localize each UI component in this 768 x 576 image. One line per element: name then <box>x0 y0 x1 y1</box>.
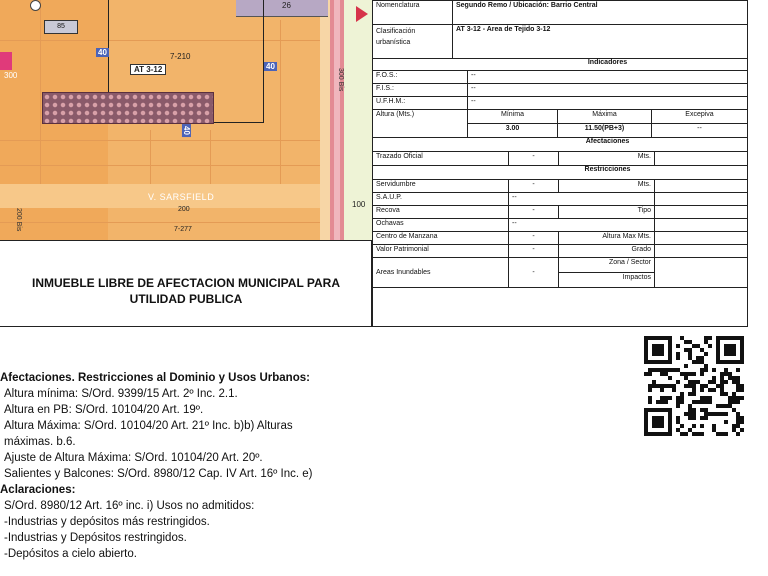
ochavas-label: Ochavas <box>373 219 509 231</box>
centro-manzana-unit: Altura Max Mts. <box>559 232 655 244</box>
street-name-label: V. SARSFIELD <box>148 192 215 202</box>
regulation-line: Altura mínima: S/Ord. 9399/15 Art. 2º Inc. 2.1. <box>4 388 238 400</box>
nomenclatura-value: Segundo Remo / Ubicación: Barrio Central <box>456 2 598 9</box>
altura-exc-label: Excepiva <box>652 110 747 124</box>
lot-26-label: 26 <box>282 1 291 10</box>
parcel-line <box>280 20 281 184</box>
recova-unit: Tipo <box>559 206 655 218</box>
clarification-line: -Industrias y Depósitos restringidos. <box>4 532 187 544</box>
table-row <box>373 232 747 245</box>
altura-max-value: 11.50(PB+3) <box>558 124 652 138</box>
table-row <box>373 166 747 180</box>
street-200bis-label: 200 Bis <box>15 208 22 232</box>
valor-patrimonial-unit: Grado <box>559 245 655 257</box>
regulation-line: Salientes y Balcones: S/Ord. 8980/12 Cap. IV Art. 16º Inc. e) <box>4 468 313 480</box>
avenue-median <box>334 0 340 240</box>
regulation-line: Altura Máxima: S/Ord. 10104/20 Art. 21º Inc. b)b) Alturas <box>4 420 293 432</box>
fos-value: -- <box>471 72 476 79</box>
valor-patrimonial-value: - <box>509 245 559 257</box>
table-row <box>373 206 747 219</box>
altura-label: Altura (Mts.) <box>373 110 468 137</box>
badge-40: 40 <box>98 48 107 57</box>
nomenclatura-label: Nomenclatura <box>373 1 453 24</box>
lot-85-box: 85 <box>44 20 78 34</box>
ochavas-value: -- <box>509 219 655 231</box>
table-row <box>373 71 747 84</box>
zoning-map <box>0 0 372 240</box>
servidumbre-unit: Mts. <box>559 180 655 192</box>
fis-label: F.I.S.: <box>373 84 468 96</box>
ufhm-label: U.F.H.M.: <box>373 97 468 109</box>
servidumbre-value: - <box>509 180 559 192</box>
restricciones-header: Restricciones <box>584 166 631 173</box>
aclaraciones-heading: Aclaraciones: <box>0 484 76 496</box>
parcel-line <box>40 0 41 184</box>
table-row <box>373 245 747 258</box>
notice-panel <box>0 240 372 327</box>
table-row <box>373 59 747 71</box>
parcel-line <box>0 222 320 223</box>
table-row <box>373 1 747 25</box>
clasificacion-value: AT 3-12 - Area de Tejido 3-12 <box>456 26 551 33</box>
recova-value: - <box>509 206 559 218</box>
street-200-label: 200 <box>178 206 190 213</box>
ufhm-value: -- <box>471 98 476 105</box>
parcel-7210-label: 7-210 <box>170 52 191 61</box>
altura-max-label: Máxima <box>558 110 652 124</box>
trazado-unit: Mts. <box>559 152 655 165</box>
indicadores-header: Indicadores <box>587 59 628 66</box>
badge-40: 40 <box>266 62 275 71</box>
parcel-7277-label: 7-277 <box>174 226 192 233</box>
table-row <box>373 258 747 288</box>
north-arrow-icon <box>356 6 368 22</box>
areas-inundables-impactos: Impactos <box>559 273 655 288</box>
at-zone-label: AT 3-12 <box>130 64 166 75</box>
regulation-line: máximas. b.6. <box>4 436 76 448</box>
altura-min-value: 3.00 <box>468 124 558 138</box>
centro-manzana-label: Centro de Manzana <box>373 232 509 244</box>
areas-inundables-zona: Zona / Sector <box>559 258 655 273</box>
fis-value: -- <box>471 85 476 92</box>
table-row <box>373 110 747 138</box>
valor-patrimonial-label: Valor Patrimonial <box>373 245 509 257</box>
table-row <box>373 138 747 152</box>
urban-indicators-table <box>372 0 748 327</box>
recova-label: Recova <box>373 206 509 218</box>
altura-exc-value: -- <box>697 125 702 132</box>
table-row <box>373 219 747 232</box>
clarification-line: S/Ord. 8980/12 Art. 16º inc. i) Usos no admitidos: <box>4 500 255 512</box>
centro-manzana-value: - <box>509 232 559 244</box>
trazado-label: Trazado Oficial <box>373 152 509 165</box>
parcel-line <box>0 140 320 141</box>
regulation-line: Altura en PB: S/Ord. 10104/20 Art. 19º. <box>4 404 204 416</box>
table-row <box>373 152 747 166</box>
saup-value: -- <box>509 193 655 205</box>
qr-code <box>644 336 744 436</box>
parcel-line <box>210 130 211 184</box>
areas-inundables-label: Areas Inundables <box>373 258 509 287</box>
regulations-text <box>0 370 420 562</box>
table-row <box>373 97 747 110</box>
hatched-parcel <box>42 92 214 124</box>
areas-inundables-value: - <box>509 258 559 287</box>
badge-40: 40 <box>181 126 191 135</box>
fos-label: F.O.S.: <box>373 71 468 83</box>
clasificacion-label: Clasificación urbanística <box>373 25 453 58</box>
servidumbre-label: Servidumbre <box>373 180 509 192</box>
table-row <box>373 25 747 59</box>
saup-label: S.A.U.P. <box>373 193 509 205</box>
afectaciones-header: Afectaciones <box>585 138 630 145</box>
notice-text: INMUEBLE LIBRE DE AFECTACION MUNICIPAL PARA UTILIDAD PUBLICA <box>32 276 340 306</box>
table-row <box>373 84 747 97</box>
trazado-value: - <box>509 152 559 165</box>
clarification-line: -Depósitos a cielo abierto. <box>4 548 137 560</box>
map-marker-icon <box>30 0 41 11</box>
special-lot <box>0 52 12 70</box>
clarification-line: -Industrias y depósitos más restringidos. <box>4 516 210 528</box>
table-row <box>373 193 747 206</box>
altura-min-label: Mínima <box>468 110 558 124</box>
num-100-label: 100 <box>352 200 366 209</box>
avenue-300bis-label: 300 Bis <box>337 68 344 92</box>
num-300-label: 300 <box>4 71 18 80</box>
regulation-line: Ajuste de Altura Máxima: S/Ord. 10104/20 Art. 20º. <box>4 452 263 464</box>
parcel-line <box>150 130 151 184</box>
table-row <box>373 180 747 193</box>
parcel-line <box>0 165 320 166</box>
afectaciones-heading: Afectaciones. Restricciones al Dominio y Usos Urbanos: <box>0 372 310 384</box>
